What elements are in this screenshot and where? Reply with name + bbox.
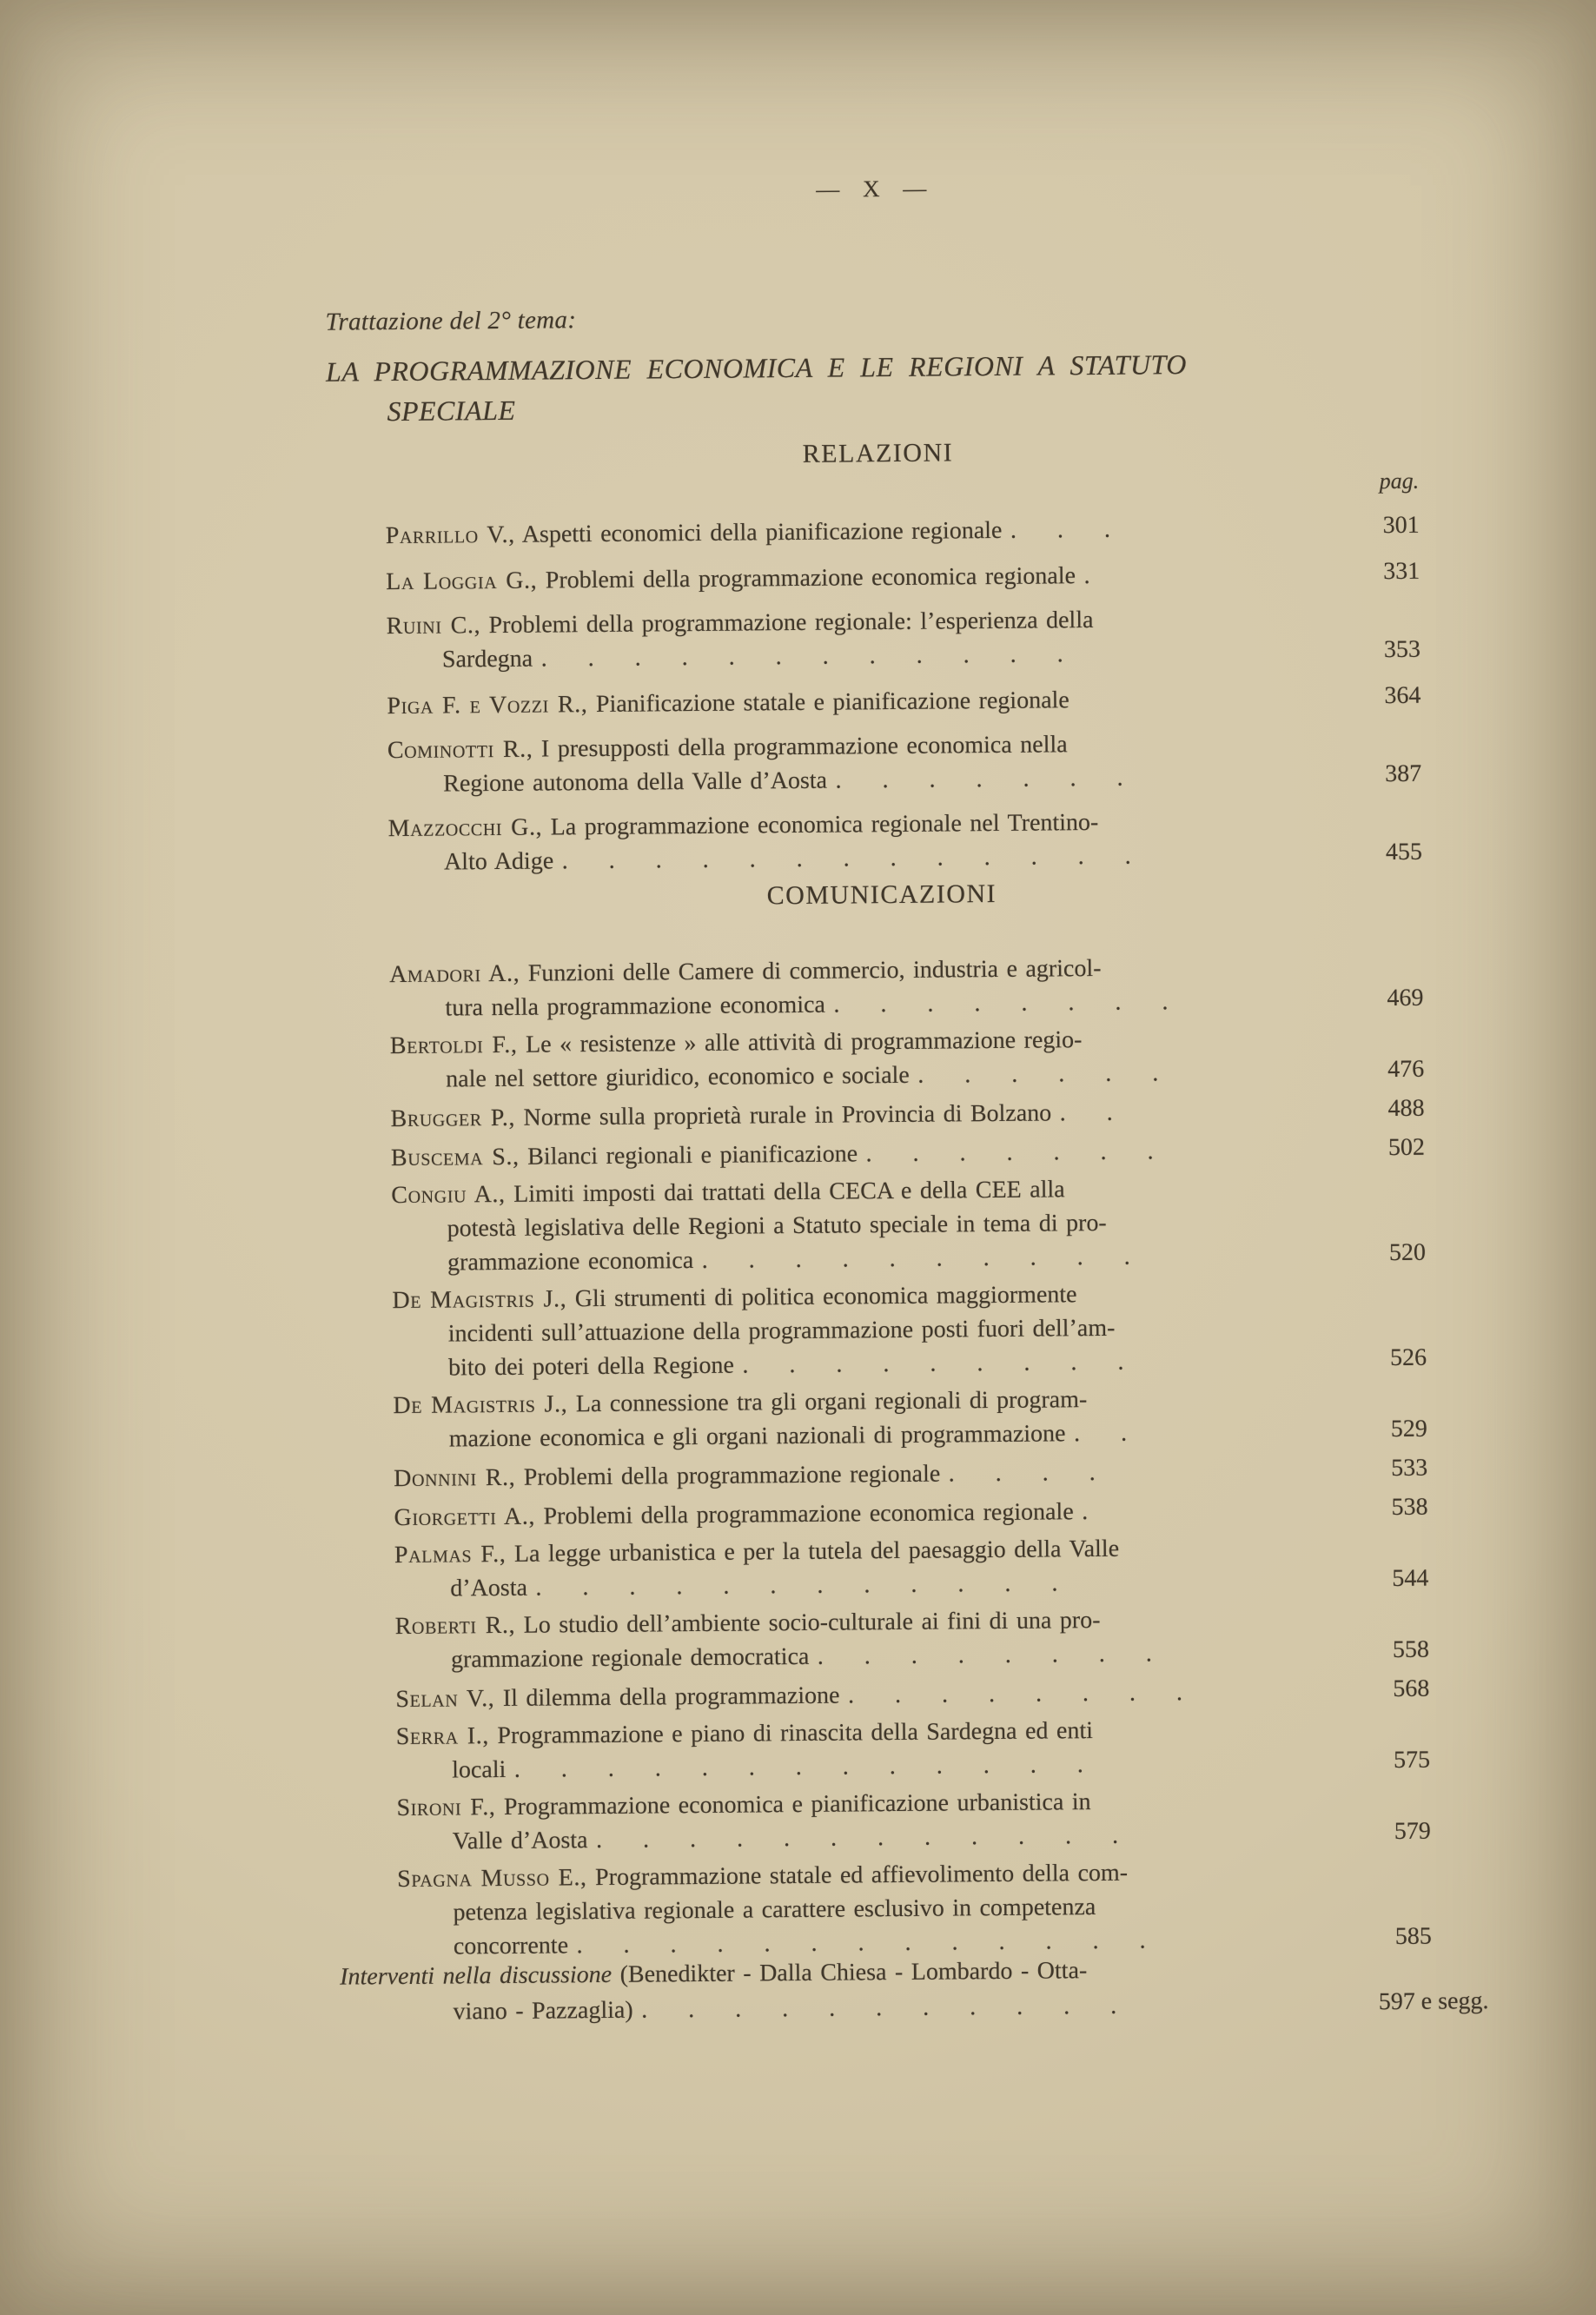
toc-entry bbox=[396, 1782, 1431, 1859]
leader-dots: . . . . . . . . . . . . bbox=[595, 1821, 1119, 1854]
leader-dots: . . . . . . . . . . . . . bbox=[513, 1751, 1083, 1783]
entry-author: De Magistris J., bbox=[392, 1285, 567, 1315]
leader-dots: . . . . . . . . . bbox=[742, 1348, 1124, 1379]
entry-page-number: 533 bbox=[1391, 1454, 1428, 1483]
leader-dots: . . . . . . . . . . . . bbox=[540, 640, 1063, 673]
theme-title-line1: LA PROGRAMMAZIONE ECONOMICA E LE REGIONI A STATUTO bbox=[325, 348, 1188, 388]
entry-text bbox=[386, 601, 1341, 678]
entry-page-number: 301 bbox=[1382, 511, 1420, 540]
leader-dots: . . . bbox=[1010, 515, 1111, 544]
toc-entry bbox=[387, 725, 1422, 801]
discussion-text bbox=[340, 1951, 1302, 2031]
entry-author: Serra I., bbox=[395, 1722, 490, 1751]
leader-dots: . bbox=[1083, 562, 1090, 590]
entry-title: Pianificazione statale e pianificazione regionale bbox=[595, 687, 1070, 719]
leader-dots: . . . . . . . . bbox=[847, 1679, 1183, 1709]
entry-page-number: 544 bbox=[1392, 1564, 1429, 1593]
entry-title: Lo studio dell’ambiente socio-culturale ai fini di una pro- grammazione regionale democratica bbox=[450, 1606, 1101, 1674]
toc-entry bbox=[390, 1020, 1425, 1097]
entry-title: Programmazione e piano di rinascita della Sardegna ed enti locali bbox=[452, 1717, 1094, 1784]
page-number-header: — X — bbox=[816, 175, 928, 202]
leader-dots: . . . . . . . . . . . . bbox=[535, 1569, 1058, 1602]
entry-author: Ruini C., bbox=[386, 612, 481, 640]
entry-text bbox=[386, 511, 1340, 554]
toc-entry bbox=[390, 1091, 1424, 1136]
entry-author: Giorgetti A., bbox=[394, 1502, 536, 1532]
entry-page-number: 520 bbox=[1388, 1238, 1427, 1267]
entry-text bbox=[394, 1453, 1348, 1496]
entry-title: Problemi della programmazione economica regionale bbox=[545, 562, 1076, 594]
theme-intro bbox=[325, 299, 1368, 431]
toc-entry bbox=[386, 554, 1420, 599]
leader-dots: . . . . . . . bbox=[865, 1138, 1154, 1168]
toc-entry bbox=[389, 949, 1424, 1025]
entry-page-number: 353 bbox=[1383, 635, 1421, 664]
entry-title: Il dilemma della programmazione bbox=[502, 1682, 840, 1712]
entry-text bbox=[394, 1492, 1348, 1535]
entry-author: La Loggia G., bbox=[386, 567, 538, 596]
entry-text bbox=[391, 1171, 1346, 1281]
entry-page-number: 568 bbox=[1393, 1675, 1430, 1703]
entry-title: La legge urbanistica e per la tutela del paesaggio della Valle d’Aosta bbox=[450, 1535, 1120, 1602]
entry-text bbox=[390, 1094, 1344, 1137]
entry-title: Problemi della programmazione regionale bbox=[523, 1460, 941, 1491]
entry-title: Problemi della programmazione economica regionale bbox=[543, 1498, 1074, 1530]
entry-text bbox=[393, 1380, 1348, 1456]
entry-title: Limiti imposti dai trattati della CECA e della CEE alla potestà legislativa delle Regioni a Statuto speciale in tema di pro- grammazione economica bbox=[447, 1176, 1107, 1277]
theme-label: Trattazione del 2° tema: bbox=[325, 306, 577, 336]
entry-author: Amadori A., bbox=[389, 959, 520, 989]
toc-entry bbox=[396, 1711, 1431, 1788]
entry-title: Gli strumenti di politica economica maggiormente incidenti sull’attuazione della programmazione posti fuori dell’am- bito dei poteri della Regione bbox=[447, 1281, 1116, 1382]
section-heading-comunicazioni: COMUNICAZIONI bbox=[766, 879, 997, 911]
entry-author: Buscema S., bbox=[390, 1143, 520, 1172]
entry-text bbox=[389, 950, 1344, 1026]
entry-page-number: 558 bbox=[1392, 1635, 1430, 1664]
toc-entry bbox=[386, 508, 1420, 553]
entry-page-number: 387 bbox=[1385, 760, 1422, 788]
leader-dots: . . . . . . . . . . bbox=[701, 1243, 1130, 1274]
pag-column-label: pag. bbox=[1379, 468, 1420, 494]
leader-dots: . . . . . . bbox=[917, 1059, 1159, 1089]
theme-title bbox=[326, 342, 1369, 431]
entry-author: Bertoldi F., bbox=[389, 1031, 518, 1060]
entry-author: Parrillo V., bbox=[385, 521, 515, 550]
entry-page-number: 488 bbox=[1387, 1094, 1425, 1123]
entry-title: Programmazione economica e pianificazione urbanistica in Valle d’Aosta bbox=[452, 1788, 1091, 1855]
entry-title: Le « resistenze » alle attività di programmazione regio- nale nel settore giuridico, economico e sociale bbox=[446, 1026, 1083, 1093]
entry-text bbox=[396, 1782, 1351, 1859]
entry-title: I presupposti della programmazione economica nella Regione autonoma della Valle d’Aosta bbox=[443, 731, 1068, 798]
entry-text bbox=[387, 726, 1342, 802]
toc-entry bbox=[394, 1529, 1429, 1606]
entry-author: Brugger P., bbox=[390, 1104, 516, 1133]
relazioni-entry-list bbox=[386, 508, 1423, 890]
toc-entry bbox=[387, 679, 1421, 723]
entry-text bbox=[387, 681, 1341, 724]
entry-title: Problemi della programmazione regionale: l’esperienza della Sardegna bbox=[441, 607, 1094, 673]
entry-author: Palmas F., bbox=[394, 1540, 507, 1569]
toc-entry bbox=[393, 1380, 1427, 1456]
toc-entry bbox=[391, 1131, 1425, 1175]
entry-text bbox=[397, 1854, 1352, 1964]
entry-page-number: 476 bbox=[1387, 1055, 1425, 1084]
entry-page-number: 502 bbox=[1387, 1133, 1426, 1162]
entry-author: Roberti R., bbox=[394, 1611, 516, 1641]
entry-page-number: 331 bbox=[1383, 557, 1421, 586]
theme-title-line2: SPECIALE bbox=[387, 394, 516, 428]
discussion-label: Interventi nella discussione bbox=[340, 1960, 613, 1991]
toc-entry bbox=[395, 1601, 1430, 1677]
entry-title: Aspetti economici della pianificazione regionale bbox=[521, 516, 1003, 548]
entry-author: Congiu A., bbox=[391, 1180, 506, 1210]
entry-text bbox=[386, 557, 1340, 600]
entry-author: Selan V., bbox=[395, 1685, 495, 1714]
entry-page-number: 575 bbox=[1393, 1746, 1431, 1774]
leader-dots: . . bbox=[1073, 1419, 1128, 1448]
discussion-note bbox=[340, 1949, 1489, 2031]
discussion-names: (Benedikter - Dalla Chiesa - Lombardo - Otta- viano - Pazzaglia) bbox=[453, 1957, 1088, 2026]
leader-dots: . . . . bbox=[948, 1459, 1096, 1488]
entry-title: Funzioni delle Camere di commercio, industria e agricol- tura nella programmazione economica bbox=[445, 954, 1102, 1022]
entry-author: De Magistris J., bbox=[393, 1390, 568, 1420]
toc-entry bbox=[394, 1451, 1427, 1496]
entry-text bbox=[395, 1601, 1350, 1677]
entry-page-number: 529 bbox=[1390, 1415, 1427, 1443]
entry-text bbox=[388, 804, 1343, 880]
entry-author: Piga F. e Vozzi R., bbox=[387, 691, 588, 720]
leader-dots: . . . . . . . . . . . bbox=[641, 1992, 1117, 2024]
toc-entry bbox=[397, 1854, 1432, 1964]
leader-dots: . . bbox=[1059, 1098, 1113, 1127]
section-heading-relazioni: RELAZIONI bbox=[802, 438, 954, 468]
entry-text bbox=[392, 1276, 1347, 1386]
toc-entry bbox=[392, 1275, 1427, 1385]
entry-title: Bilanci regionali e pianificazione bbox=[527, 1140, 858, 1171]
entry-text bbox=[394, 1529, 1349, 1606]
toc-entry bbox=[388, 803, 1423, 879]
entry-text bbox=[391, 1133, 1345, 1176]
entry-page-number: 469 bbox=[1387, 984, 1424, 1012]
toc-entry bbox=[391, 1170, 1426, 1280]
entry-text bbox=[395, 1674, 1349, 1716]
entry-author: Sironi F., bbox=[396, 1794, 496, 1822]
entry-author: Spagna Musso E., bbox=[397, 1864, 587, 1894]
leader-dots: . . . . . . . bbox=[835, 764, 1123, 794]
leader-dots: . . . . . . . . . . . . . bbox=[576, 1927, 1146, 1960]
leader-dots: . bbox=[1082, 1498, 1089, 1526]
entry-title: La connessione tra gli organi regionali di program- mazione economica e gli organi nazionali di programmazione bbox=[448, 1386, 1088, 1453]
entry-page-number: 585 bbox=[1394, 1922, 1432, 1951]
entry-author: Donnini R., bbox=[394, 1463, 516, 1493]
entry-author: Mazzocchi G., bbox=[387, 813, 543, 843]
entry-text bbox=[390, 1021, 1345, 1098]
entry-page-number: 364 bbox=[1384, 681, 1421, 710]
leader-dots: . . . . . . . . bbox=[833, 988, 1169, 1018]
comunicazioni-entry-list bbox=[389, 949, 1432, 1967]
leader-dots: . . . . . . . . bbox=[817, 1640, 1152, 1670]
toc-entry bbox=[394, 1490, 1427, 1535]
entry-page-number: 526 bbox=[1389, 1343, 1427, 1372]
leader-dots: . . . . . . . . . . . . . bbox=[561, 842, 1131, 875]
entry-author: Cominotti R., bbox=[387, 735, 533, 765]
discussion-page-ref: 597 e segg. bbox=[1378, 1987, 1489, 2016]
toc-entry bbox=[395, 1672, 1429, 1716]
entry-page-number: 538 bbox=[1391, 1493, 1428, 1522]
entry-page-number: 579 bbox=[1394, 1817, 1431, 1846]
entry-title: Programmazione statale ed affievolimento della com- petenza legislativa regionale a carattere esclusivo in competenza concorrente bbox=[453, 1859, 1129, 1960]
entry-text bbox=[396, 1711, 1351, 1788]
toc-entry bbox=[386, 600, 1421, 677]
entry-title: La programmazione economica regionale nel Trentino- Alto Adige bbox=[443, 808, 1099, 876]
entry-page-number: 455 bbox=[1385, 838, 1423, 866]
entry-title: Norme sulla proprietà rurale in Provincia di Bolzano bbox=[523, 1099, 1052, 1131]
